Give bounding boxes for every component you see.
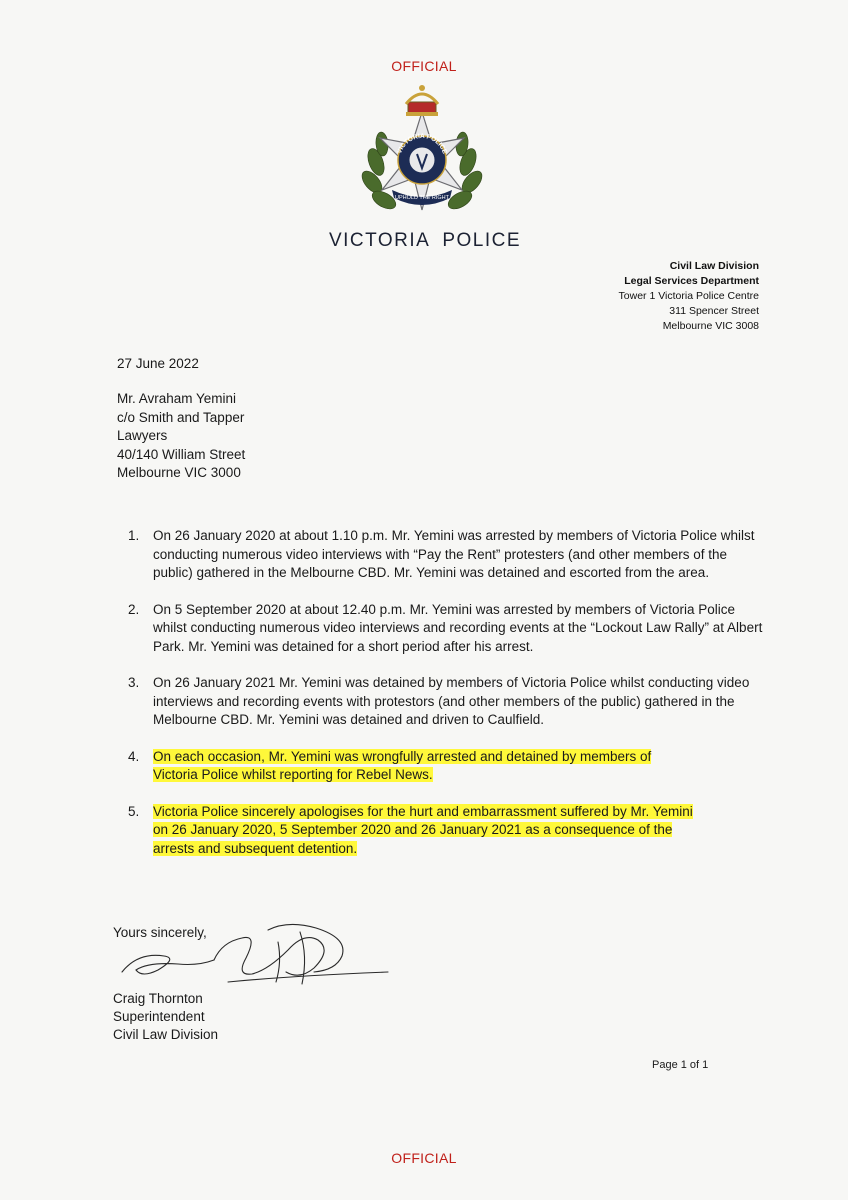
sender-address — [619, 259, 759, 334]
list-item — [128, 674, 768, 730]
numbered-statements — [128, 527, 768, 876]
signer-block — [113, 990, 218, 1044]
highlighted-line: Victoria Police sincerely apologises for the hurt and embarrassment suffered by Mr. Yemini — [153, 803, 693, 819]
svg-text:UPHOLD THE RIGHT: UPHOLD THE RIGHT — [395, 195, 449, 201]
signer-name: Craig Thornton — [113, 991, 203, 1006]
item-number: 2. — [128, 601, 140, 617]
list-item — [128, 748, 768, 785]
recipient-line: Lawyers — [117, 428, 168, 443]
address-line: Melbourne VIC 3008 — [662, 320, 759, 332]
list-item — [128, 527, 768, 583]
official-marking-top: OFFICIAL — [391, 58, 457, 74]
highlighted-line: on 26 January 2020, 5 September 2020 and 26 January 2021 as a consequence of the — [153, 822, 673, 837]
highlighted-line: On each occasion, Mr. Yemini was wrongfully arrested and detained by members of — [153, 748, 652, 764]
org-name-part1: VICTORIA — [328, 230, 431, 251]
org-name — [290, 230, 560, 252]
item-number: 5. — [128, 803, 140, 819]
item-text: On 26 January 2020 at about 1.10 p.m. Mr. Yemini was arrested by members of Victoria Police whilst conducting numerous video interviews with “Pay the Rent” protesters (and other members of the public) gathered in the Melbourne CBD. Mr. Yemini was detained and escorted from the area. — [153, 528, 755, 580]
list-item — [128, 601, 768, 657]
recipient-line: c/o Smith and Tapper — [117, 409, 245, 425]
list-item — [128, 803, 768, 859]
victoria-police-crest-icon — [354, 82, 490, 226]
item-number: 3. — [128, 675, 140, 690]
org-name-part2: POLICE — [442, 230, 522, 251]
item-text: On 5 September 2020 at about 12.40 p.m. Mr. Yemini was arrested by members of Victoria Police whilst conducting numerous video interviews and recording events at the “Lockout Law Rally” at Albert Park. Mr. Yemini was detained for a short period after his arrest. — [153, 601, 763, 654]
recipient-line: Melbourne VIC 3000 — [117, 465, 241, 480]
address-line: Tower 1 Victoria Police Centre — [618, 290, 759, 302]
item-number: 4. — [128, 748, 140, 764]
svg-text:VICTORIA POLICE: VICTORIA POLICE — [396, 132, 448, 155]
recipient-line: 40/140 William Street — [117, 446, 246, 462]
highlighted-line: Victoria Police whilst reporting for Rebel News. — [153, 767, 433, 782]
signature-icon — [118, 912, 408, 992]
closing-salutation: Yours sincerely, — [113, 925, 207, 940]
highlighted-line: arrests and subsequent detention. — [153, 840, 358, 856]
item-number: 1. — [128, 528, 140, 543]
item-text-highlighted — [153, 803, 768, 859]
address-line: 311 Spencer Street — [669, 305, 759, 317]
department-name: Legal Services Department — [624, 275, 759, 287]
division-name: Civil Law Division — [669, 260, 759, 272]
signer-title: Superintendent — [113, 1009, 205, 1024]
letter-date: 27 June 2022 — [117, 356, 199, 371]
recipient-address — [117, 390, 245, 483]
signer-division: Civil Law Division — [113, 1027, 219, 1042]
item-text: On 26 January 2021 Mr. Yemini was detained by members of Victoria Police whilst conducting video interviews and recording events with protestors (and other members of the public) gathered in the Melbourne CBD. Mr. Yemini was detained and driven to Caulfield. — [153, 675, 750, 727]
recipient-name: Mr. Avraham Yemini — [117, 391, 237, 406]
page-number: Page 1 of 1 — [652, 1059, 709, 1071]
item-text-highlighted — [153, 748, 768, 785]
official-marking-bottom: OFFICIAL — [391, 1150, 457, 1166]
